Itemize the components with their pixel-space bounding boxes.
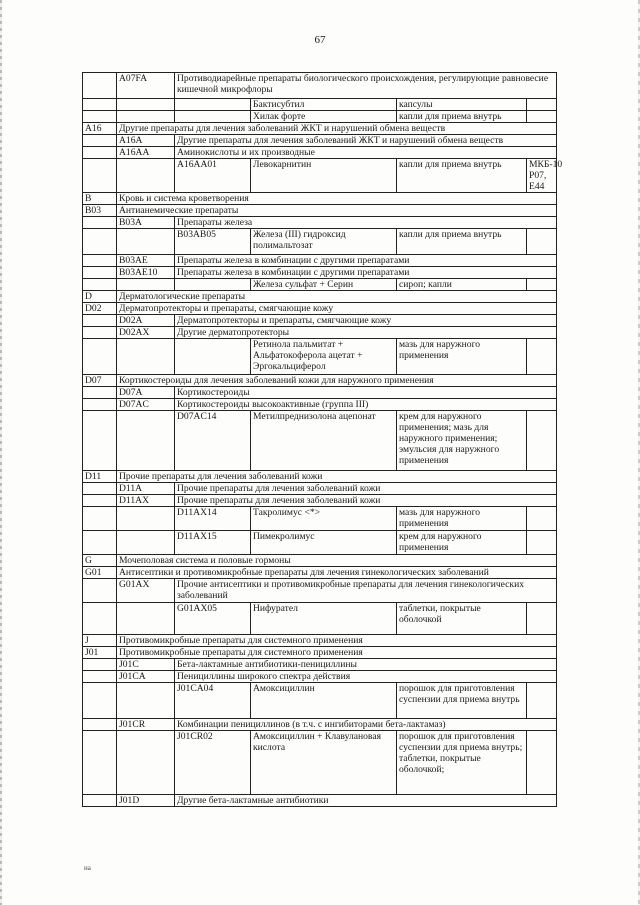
table-row (83, 193, 557, 205)
empty-cell (117, 411, 175, 471)
atc-code-cell: J01D (117, 795, 175, 807)
table-row (83, 303, 557, 315)
table-row (83, 483, 557, 495)
atc-code-cell: D11 (83, 471, 117, 483)
atc-code-cell: J01CA04 (175, 683, 251, 719)
atc-code-cell: B03A (117, 217, 175, 229)
table-row (83, 495, 557, 507)
atc-code-cell: G01AX (117, 579, 175, 603)
group-name-cell: Другие бета-лактамные антибиотики (175, 795, 557, 807)
dosage-form-cell: сироп; капли (397, 279, 527, 291)
empty-cell (83, 795, 117, 807)
table-row (83, 291, 557, 303)
table-row (83, 315, 557, 327)
group-name-cell: Прочие препараты для лечения заболеваний кожи (117, 471, 557, 483)
group-name-cell: Дерматологические препараты (117, 291, 557, 303)
table-row (83, 647, 557, 659)
empty-cell (83, 327, 117, 339)
table-row (83, 279, 557, 291)
atc-code-cell: D07AC (117, 399, 175, 411)
empty-cell (83, 217, 117, 229)
empty-cell (83, 495, 117, 507)
group-name-cell: Пенициллины широкого спектра действия (175, 671, 557, 683)
table-row (83, 135, 557, 147)
note-cell (527, 603, 557, 635)
table-row (83, 327, 557, 339)
table-row (83, 73, 557, 99)
atc-code-cell: D02A (117, 315, 175, 327)
empty-cell (117, 531, 175, 555)
empty-cell (83, 659, 117, 671)
atc-code-cell: A16AA (117, 147, 175, 159)
empty-cell (83, 411, 117, 471)
table-row (83, 387, 557, 399)
empty-cell (117, 507, 175, 531)
empty-cell (83, 147, 117, 159)
empty-cell (117, 229, 175, 255)
atc-code-cell: G (83, 555, 117, 567)
empty-cell (83, 531, 117, 555)
group-name-cell: Антианемические препараты (117, 205, 557, 217)
empty-cell (175, 279, 251, 291)
empty-cell (117, 603, 175, 635)
atc-code-cell: B03AE10 (117, 267, 175, 279)
empty-cell (83, 255, 117, 267)
empty-cell (83, 683, 117, 719)
empty-cell (83, 315, 117, 327)
dosage-form-cell: таблетки, покрытые оболочкой (397, 603, 527, 635)
table-row (83, 159, 557, 193)
group-name-cell: Противомикробные препараты для системного применения (117, 635, 557, 647)
table-row (83, 217, 557, 229)
scan-edge-left (0, 0, 2, 905)
table-row (83, 375, 557, 387)
empty-cell (83, 399, 117, 411)
atc-code-cell: D11AX15 (175, 531, 251, 555)
dosage-form-cell: капли для приема внутрь (397, 159, 527, 193)
group-name-cell: Аминокислоты и их производные (175, 147, 557, 159)
group-name-cell: Кортикостероиды для лечения заболеваний кожи для наружного применения (117, 375, 557, 387)
note-cell (527, 507, 557, 531)
table-row (83, 683, 557, 719)
drug-classification-table (82, 72, 563, 807)
empty-cell (83, 387, 117, 399)
drug-name-cell: Метилпреднизолона ацепонат (251, 411, 397, 471)
table-row (83, 719, 557, 731)
group-name-cell: Препараты железа в комбинации с другими препаратами (175, 255, 557, 267)
group-name-cell: Другие препараты для лечения заболеваний ЖКТ и нарушений обмена веществ (117, 123, 557, 135)
drug-name-cell: Левокарнитин (251, 159, 397, 193)
note-cell (527, 731, 557, 795)
empty-cell (117, 111, 175, 123)
atc-code-cell: D11AX14 (175, 507, 251, 531)
atc-code-cell: D (83, 291, 117, 303)
table-row (83, 579, 557, 603)
group-name-cell: Дерматопротекторы и препараты, смягчающие кожу (117, 303, 557, 315)
empty-cell (83, 579, 117, 603)
atc-code-cell: G01 (83, 567, 117, 579)
atc-code-cell: D02 (83, 303, 117, 315)
atc-code-cell: B (83, 193, 117, 205)
atc-code-cell: J (83, 635, 117, 647)
table-row (83, 399, 557, 411)
table-row (83, 603, 557, 635)
empty-cell (83, 671, 117, 683)
group-name-cell: Препараты железа в комбинации с другими препаратами (175, 267, 557, 279)
dosage-form-cell: крем для наружного применения; мазь для наружного применения; эмульсия для наружного применения (397, 411, 527, 471)
empty-cell (117, 731, 175, 795)
atc-code-cell: B03 (83, 205, 117, 217)
group-name-cell: Кортикостероиды высокоактивные (группа III) (175, 399, 557, 411)
atc-code-cell: A16AA01 (175, 159, 251, 193)
atc-code-cell: D07A (117, 387, 175, 399)
empty-cell (83, 159, 117, 193)
atc-code-cell: J01CR (117, 719, 175, 731)
atc-code-cell: D02AX (117, 327, 175, 339)
table-row (83, 555, 557, 567)
note-cell (527, 411, 557, 471)
dosage-form-cell: порошок для приготовления суспензии для приема внутрь; таблетки, покрытые оболочкой; (397, 731, 527, 795)
group-name-cell: Мочеполовая система и половые гормоны (117, 555, 557, 567)
empty-cell (83, 73, 117, 99)
note-cell: МКБ-10 Р07, Е44 (527, 159, 557, 193)
empty-cell (83, 719, 117, 731)
atc-code-cell: D07AC14 (175, 411, 251, 471)
empty-cell (83, 339, 117, 375)
empty-cell (83, 111, 117, 123)
empty-cell (117, 99, 175, 111)
note-cell (527, 683, 557, 719)
drug-name-cell: Ретинола пальмитат + Альфатокоферола ацетат + Эргокальциферол (251, 339, 397, 375)
note-cell (527, 339, 557, 375)
drug-name-cell: Пимекролимус (251, 531, 397, 555)
table-row (83, 635, 557, 647)
atc-code-cell: J01 (83, 647, 117, 659)
dosage-form-cell: крем для наружного применения (397, 531, 527, 555)
table-row (83, 567, 557, 579)
table-row (83, 531, 557, 555)
group-name-cell: Кортикостероиды (175, 387, 557, 399)
dosage-form-cell: капли для приема внутрь (397, 229, 527, 255)
empty-cell (83, 279, 117, 291)
drug-name-cell: Железа (III) гидроксид полимальтозат (251, 229, 397, 255)
note-cell (527, 99, 557, 111)
group-name-cell: Прочие антисептики и противомикробные препараты для лечения гинекологических заболеваний (175, 579, 557, 603)
table-row (83, 507, 557, 531)
empty-cell (83, 229, 117, 255)
group-name-cell: Противодиарейные препараты биологического происхождения, регулирующие равновесие кишечной микрофлоры (175, 73, 557, 99)
empty-cell (175, 339, 251, 375)
table-body (83, 73, 563, 807)
atc-code-cell: J01CR02 (175, 731, 251, 795)
drug-name-cell: Амоксициллин (251, 683, 397, 719)
table-row (83, 471, 557, 483)
atc-code-cell: A16 (83, 123, 117, 135)
table-row (83, 123, 557, 135)
empty-cell (117, 339, 175, 375)
drug-name-cell: Нифурател (251, 603, 397, 635)
atc-code-cell: B03AB05 (175, 229, 251, 255)
empty-cell (117, 683, 175, 719)
group-name-cell: Другие дерматопротекторы (175, 327, 557, 339)
atc-code-cell: D07 (83, 375, 117, 387)
empty-cell (175, 111, 251, 123)
atc-code-cell: B03AE (117, 255, 175, 267)
note-cell (527, 229, 557, 255)
group-name-cell: Бета-лактамные антибиотики-пенициллины (175, 659, 557, 671)
group-name-cell: Антисептики и противомикробные препараты для лечения гинекологических заболеваний (117, 567, 557, 579)
table-row (83, 99, 557, 111)
group-name-cell: Противомикробные препараты для системного применения (117, 647, 557, 659)
table-row (83, 147, 557, 159)
drug-name-cell: Амоксициллин + Клавулановая кислота (251, 731, 397, 795)
empty-cell (83, 731, 117, 795)
table-row (83, 659, 557, 671)
empty-cell (117, 279, 175, 291)
note-cell (527, 111, 557, 123)
table-row (83, 255, 557, 267)
group-name-cell: Дерматопротекторы и препараты, смягчающие кожу (175, 315, 557, 327)
table-row (83, 339, 557, 375)
table-row (83, 411, 557, 471)
drug-name-cell: Такролимус <*> (251, 507, 397, 531)
empty-cell (83, 483, 117, 495)
table-row (83, 795, 557, 807)
atc-code-cell: G01AX05 (175, 603, 251, 635)
table-row (83, 267, 557, 279)
group-name-cell: Кровь и система кроветворения (117, 193, 557, 205)
group-name-cell: Другие препараты для лечения заболеваний ЖКТ и нарушений обмена веществ (175, 135, 557, 147)
empty-cell (83, 267, 117, 279)
group-name-cell: Прочие препараты для лечения заболеваний кожи (175, 495, 557, 507)
atc-code-cell: D11A (117, 483, 175, 495)
atc-code-cell: A16A (117, 135, 175, 147)
atc-code-cell: J01C (117, 659, 175, 671)
dosage-form-cell: капсулы (397, 99, 527, 111)
note-cell (527, 279, 557, 291)
empty-cell (83, 603, 117, 635)
dosage-form-cell: капли для приема внутрь (397, 111, 527, 123)
group-name-cell: Препараты железа (175, 217, 557, 229)
atc-code-cell: A07FA (117, 73, 175, 99)
dosage-form-cell: порошок для приготовления суспензии для приема внутрь (397, 683, 527, 719)
table-row (83, 205, 557, 217)
table-row (83, 111, 557, 123)
group-name-cell: Прочие препараты для лечения заболеваний кожи (175, 483, 557, 495)
note-cell (527, 531, 557, 555)
dosage-form-cell: мазь для наружного применения (397, 507, 527, 531)
page-number: 67 (314, 34, 326, 46)
table-row (83, 731, 557, 795)
empty-cell (83, 507, 117, 531)
dosage-form-cell: мазь для наружного применения (397, 339, 527, 375)
table-row (83, 671, 557, 683)
group-name-cell: Комбинации пенициллинов (в т.ч. с ингибиторами бета-лактамаз) (175, 719, 557, 731)
drug-name-cell: Железа сульфат + Серин (251, 279, 397, 291)
table-row (83, 229, 557, 255)
empty-cell (83, 135, 117, 147)
empty-cell (83, 99, 117, 111)
empty-cell (117, 159, 175, 193)
drug-name-cell: Бактисубтил (251, 99, 397, 111)
drug-name-cell: Хилак форте (251, 111, 397, 123)
atc-code-cell: D11AX (117, 495, 175, 507)
atc-code-cell: J01CA (117, 671, 175, 683)
footer-mark: на (84, 864, 91, 872)
empty-cell (175, 99, 251, 111)
